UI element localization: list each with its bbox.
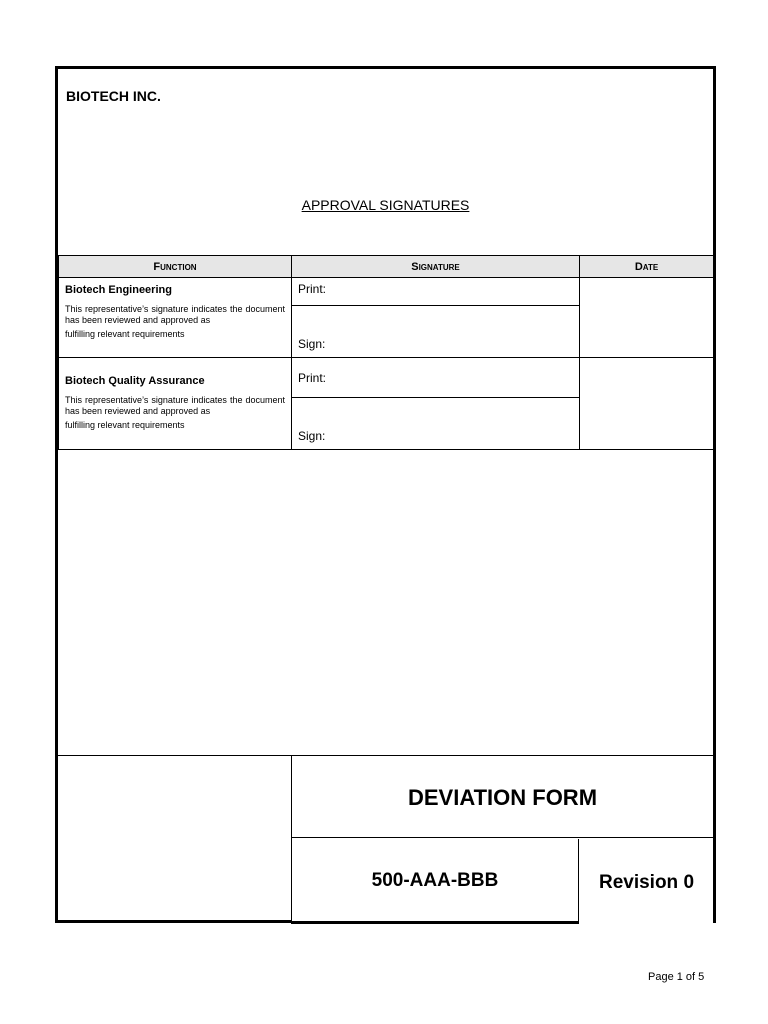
- approval-signatures-table: [58, 255, 714, 450]
- date-field[interactable]: [580, 278, 714, 358]
- print-field[interactable]: [292, 358, 580, 398]
- title-block: [58, 755, 713, 924]
- document-frame: [55, 66, 716, 923]
- header-date: Date: [580, 256, 714, 278]
- title-block-blank-cell: [58, 756, 292, 924]
- function-cell: [59, 278, 292, 358]
- company-name: BIOTECH INC.: [66, 88, 161, 104]
- page-number: Page 1 of 5: [648, 971, 705, 983]
- revision: Revision 0: [598, 871, 695, 893]
- print-label: Print:: [298, 370, 327, 385]
- function-cell: [59, 358, 292, 450]
- print-label: Print:: [298, 282, 327, 296]
- sign-field[interactable]: [292, 306, 580, 358]
- description-text: This representative’s signature indicates the document has been reviewed and approved as: [65, 395, 285, 416]
- table-row: [59, 278, 714, 306]
- function-description: [65, 395, 285, 431]
- function-title: Biotech Engineering: [65, 284, 172, 296]
- date-field[interactable]: [580, 358, 714, 450]
- table-header-row: [59, 256, 714, 278]
- function-title: Biotech Quality Assurance: [65, 375, 205, 387]
- document-number: 500-AAA-BBB: [292, 839, 579, 924]
- description-text-last: fulfilling relevant requirements: [65, 420, 185, 430]
- description-text-last: fulfilling relevant requirements: [65, 329, 185, 339]
- sign-label: Sign:: [298, 337, 326, 351]
- sign-field[interactable]: [292, 398, 580, 450]
- section-heading: APPROVAL SIGNATURES: [301, 197, 470, 213]
- description-text: This representative’s signature indicates the document has been reviewed and approved as: [65, 304, 285, 325]
- print-field[interactable]: [292, 278, 580, 306]
- sign-label: Sign:: [298, 429, 326, 443]
- function-description: [65, 304, 285, 340]
- header-function: Function: [59, 256, 292, 278]
- bottom-border: [55, 920, 292, 923]
- header-signature: Signature: [292, 256, 580, 278]
- form-title: DEVIATION FORM: [292, 756, 713, 838]
- table-row: [59, 358, 714, 398]
